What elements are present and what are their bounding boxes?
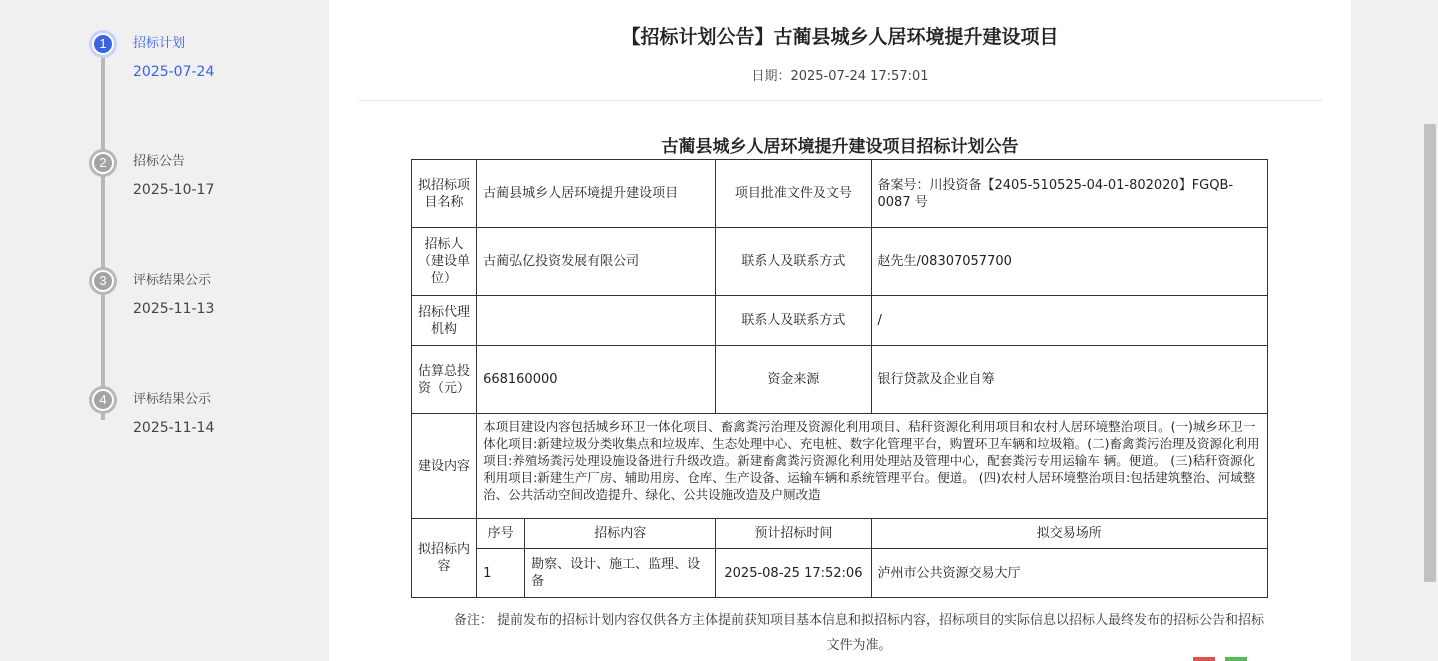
step-1-badge-icon: 1 bbox=[89, 30, 117, 58]
bidding-plan-table bbox=[411, 159, 1268, 598]
timeline-sidebar bbox=[0, 0, 329, 661]
timeline-item-evaluation-result-1[interactable] bbox=[0, 267, 329, 357]
timeline-item-name[interactable]: 评标结果公示 bbox=[133, 273, 212, 288]
red-corner-icon[interactable] bbox=[1193, 657, 1215, 661]
fund-source-value: 银行贷款及企业自筹 bbox=[871, 346, 1267, 414]
table-row bbox=[412, 160, 1268, 228]
timeline-item-name[interactable]: 招标计划 bbox=[133, 36, 186, 51]
project-name-label: 拟招标项目名称 bbox=[412, 160, 477, 228]
green-corner-icon[interactable] bbox=[1225, 657, 1247, 661]
agency-contact-value: / bbox=[871, 296, 1267, 346]
table-row bbox=[412, 228, 1268, 296]
table-row bbox=[412, 414, 1268, 519]
announcement-date: 日期：2025-07-24 17:57:01 bbox=[751, 69, 929, 84]
remark-note: 备注： 提前发布的招标计划内容仅供各方主体提前获知项目基本信息和拟招标内容，招标项目的实际信息以招标人最终发布的招标公告和招标文件为准。 bbox=[453, 613, 1265, 653]
vertical-scrollbar[interactable] bbox=[1422, 0, 1438, 661]
scrollbar-thumb[interactable] bbox=[1424, 124, 1436, 582]
step-4-badge-icon: 4 bbox=[89, 386, 117, 414]
agency-contact-label: 联系人及联系方式 bbox=[716, 296, 871, 346]
plan-row-place: 泸州市公共资源交易大厅 bbox=[871, 549, 1267, 598]
contact-label: 联系人及联系方式 bbox=[716, 228, 871, 296]
timeline-item-name[interactable]: 招标公告 bbox=[133, 154, 186, 169]
project-name-value: 古蔺县城乡人居环境提升建设项目 bbox=[477, 160, 716, 228]
plan-header-content: 招标内容 bbox=[525, 519, 716, 549]
timeline-item-date: 2025-07-24 bbox=[133, 64, 215, 80]
plan-header-no: 序号 bbox=[477, 519, 525, 549]
header-divider bbox=[359, 100, 1322, 101]
tenderer-label: 招标人（建设单位） bbox=[412, 228, 477, 296]
plan-header-row bbox=[412, 519, 1268, 549]
contact-value: 赵先生/08307057700 bbox=[871, 228, 1267, 296]
plan-row bbox=[412, 549, 1268, 598]
agency-value bbox=[477, 296, 716, 346]
plan-row-content: 勘察、设计、施工、监理、设备 bbox=[525, 549, 716, 598]
timeline-item-name[interactable]: 评标结果公示 bbox=[133, 392, 212, 407]
construction-content-text: 本项目建设内容包括城乡环卫一体化项目、畜禽粪污治理及资源化利用项目、秸秆资源化利用项目和农村人居环境整治项目。(一)城乡环卫一体化项目:新建垃圾分类收集点和垃圾库、生态处理中心、充电桩、数字化管理平台，购置环卫车辆和垃圾箱。(二)畜禽粪污治理及资源化利用项目:养殖场粪污处理设施设备进行升级改造。新建畜禽粪污资源化利用处理站及管理中心，配套粪污专用运输车 辆。便道。 (三)秸秆资源化利用项目:新建生产厂房、辅助用房、仓库、生产设备、运输车辆和系统管理平台。便道。 (四)农村人居环境整治项目:包括建筑整治、河域整治、公共活动空间改造提升、绿化、公共设施改造及户厕改造 bbox=[483, 419, 1260, 502]
step-2-badge-icon: 2 bbox=[89, 149, 117, 177]
timeline-item-bidding-notice[interactable] bbox=[0, 148, 329, 238]
timeline-item-evaluation-result-2[interactable] bbox=[0, 386, 329, 476]
agency-label: 招标代理机构 bbox=[412, 296, 477, 346]
fund-source-label: 资金来源 bbox=[716, 346, 871, 414]
table-row bbox=[412, 346, 1268, 414]
investment-label: 估算总投资（元） bbox=[412, 346, 477, 414]
timeline-item-date: 2025-11-14 bbox=[133, 420, 215, 436]
announcement-title: 【招标计划公告】古蔺县城乡人居环境提升建设项目 bbox=[621, 26, 1059, 48]
document-title: 古蔺县城乡人居环境提升建设项目招标计划公告 bbox=[661, 137, 1019, 157]
announcement-panel bbox=[329, 0, 1351, 661]
step-3-badge-icon: 3 bbox=[89, 267, 117, 295]
plan-content-label: 拟招标内容 bbox=[412, 519, 477, 598]
construction-content-value bbox=[477, 414, 1268, 519]
investment-value: 668160000 bbox=[477, 346, 716, 414]
approval-value: 备案号：川投资备【2405-510525-04-01-802020】FGQB-0087 号 bbox=[871, 160, 1267, 228]
timeline-item-date: 2025-10-17 bbox=[133, 182, 215, 198]
plan-row-time: 2025-08-25 17:52:06 bbox=[716, 549, 871, 598]
construction-content-label: 建设内容 bbox=[412, 414, 477, 519]
plan-header-place: 拟交易场所 bbox=[871, 519, 1267, 549]
timeline-item-bidding-plan[interactable] bbox=[0, 30, 329, 120]
timeline-item-date: 2025-11-13 bbox=[133, 301, 215, 317]
plan-header-time: 预计招标时间 bbox=[716, 519, 871, 549]
table-row bbox=[412, 296, 1268, 346]
plan-row-no: 1 bbox=[477, 549, 525, 598]
tenderer-value: 古蔺弘亿投资发展有限公司 bbox=[477, 228, 716, 296]
approval-label: 项目批准文件及文号 bbox=[716, 160, 871, 228]
